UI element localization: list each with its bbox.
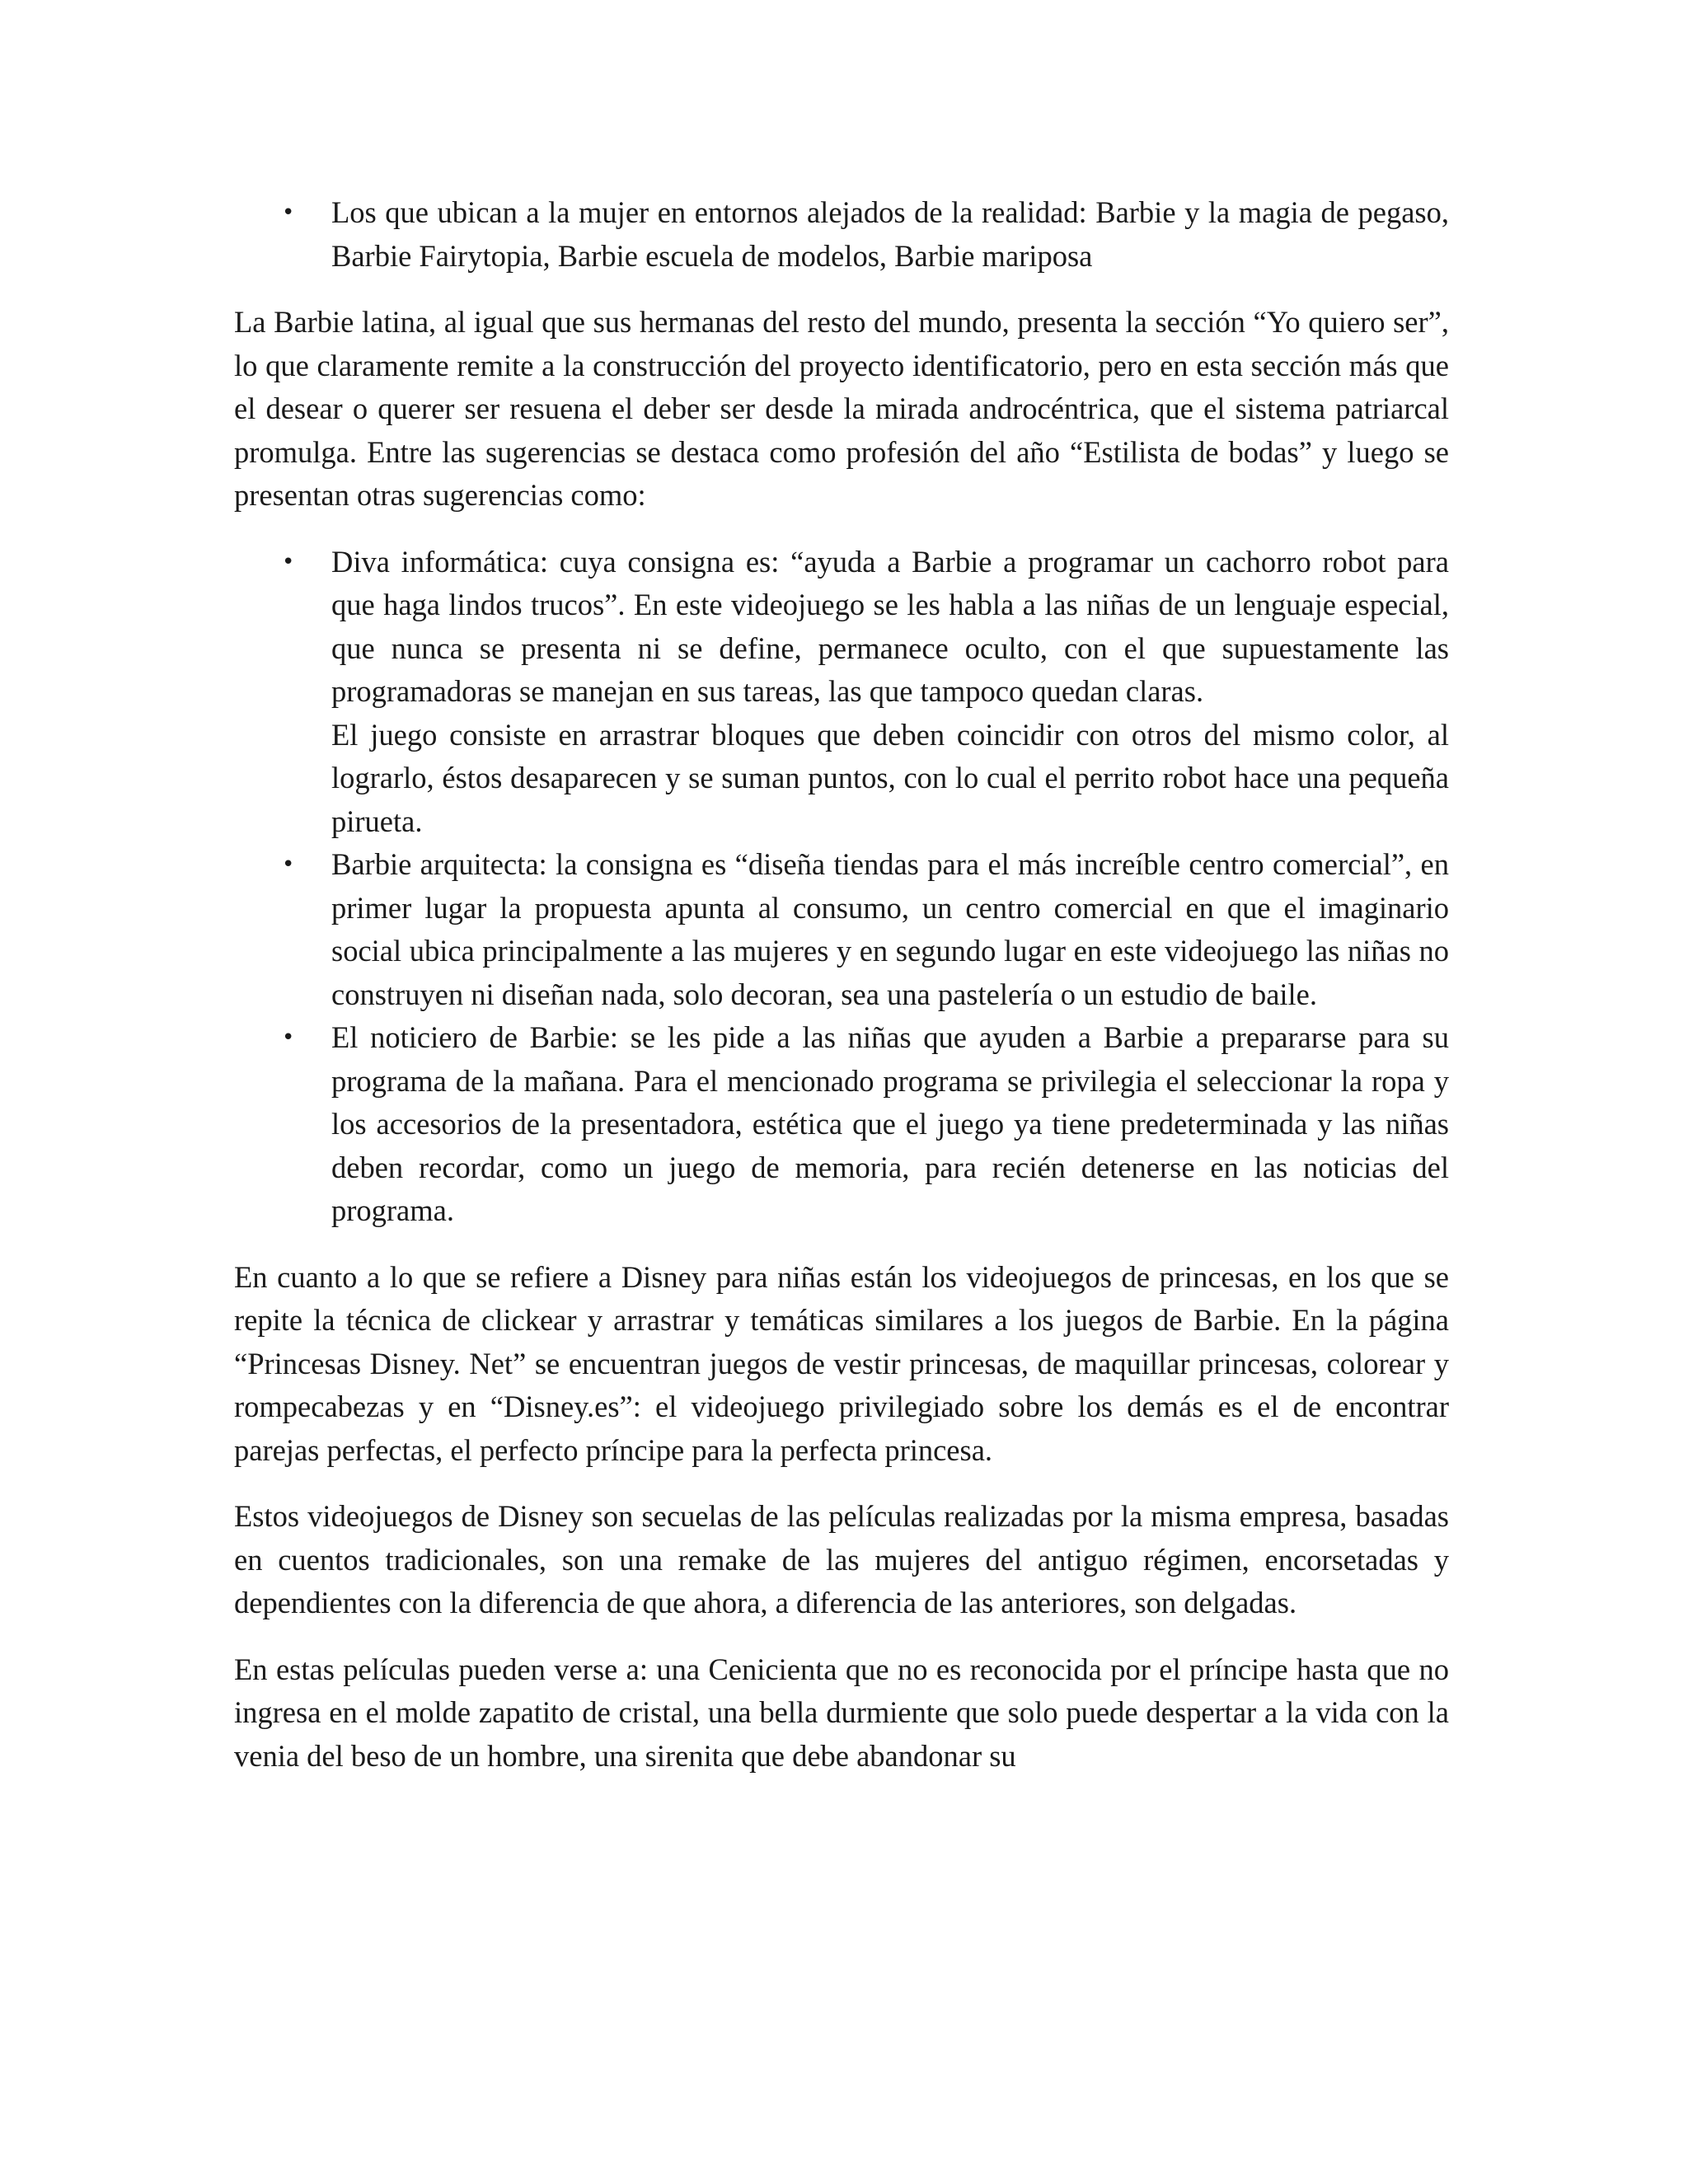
paragraph-disney-games: En cuanto a lo que se refiere a Disney para niñas están los videojuegos de princesas, en los que se repite la técnica de clickear y arrastrar y temáticas similares a los juegos de Barbie. En la página “Princesas Disney. Net” se encuentran juegos de vestir princesas, de maquillar princesas, colorear y rompecabezas y en “Disney.es”: el videojuego privilegiado sobre los demás es el de encontrar parejas perfectas, el perfecto príncipe para la perfecta princesa. — [234, 1259, 1449, 1467]
list-item-text: Barbie arquitecta: la consigna es “diseña tiendas para el más increíble centro comercial”, en primer lugar la propuesta apunta al consumo, un centro comercial en que el imaginario social ubica principalmente a las mujeres y en segundo lugar en este videojuego las niñas no construyen ni diseñan nada, solo decoran, sea una pastelería o un estudio de baile. — [331, 847, 1449, 1011]
bullet-icon: • — [282, 200, 295, 225]
bullet-list-suggestions — [234, 541, 1449, 1233]
list-item-text: El noticiero de Barbie: se les pide a las niñas que ayuden a Barbie a prepararse para su programa de la mañana. Para el mencionado programa se privilegia el seleccionar la ropa y los accesorios de la presentadora, estética que el juego ya tiene predeterminada y las niñas deben recordar, como un juego de memoria, para recién detenerse en las noticias del programa. — [331, 1020, 1449, 1227]
list-item-text: Los que ubican a la mujer en entornos alejados de la realidad: Barbie y la magia de pegaso, Barbie Fairytopia, Barbie escuela de modelos, Barbie mariposa — [331, 195, 1449, 273]
bullet-icon: • — [282, 852, 295, 877]
list-item-continuation: El juego consiste en arrastrar bloques que deben coincidir con otros del mismo color, al lograrlo, éstos desaparecen y se suman puntos, con lo cual el perrito robot hace una pequeña pirueta. — [331, 717, 1449, 838]
document-body — [234, 191, 1449, 1801]
paragraph-disney-sequels: Estos videojuegos de Disney son secuelas de las películas realizadas por la misma empresa, basadas en cuentos tradicionales, son una remake de las mujeres del antiguo régimen, encorsetadas y dependientes con la diferencia de que ahora, a diferencia de las anteriores, son delgadas. — [234, 1499, 1449, 1619]
list-item — [234, 191, 1449, 278]
list-item — [234, 843, 1449, 1016]
bullet-icon: • — [282, 1025, 295, 1050]
paragraph-barbie-latina: La Barbie latina, al igual que sus hermanas del resto del mundo, presenta la sección “Yo quiero ser”, lo que claramente remite a la construcción del proyecto identificatorio, pero en esta sección más que el desear o querer ser resuena el deber ser desde la mirada androcéntrica, que el sistema patriarcal promulga. Entre las sugerencias se destaca como profesión del año “Estilista de bodas” y luego se presentan otras sugerencias como: — [234, 305, 1449, 512]
list-item-text: Diva informática: cuya consigna es: “ayuda a Barbie a programar un cachorro robot para que haga lindos trucos”. En este videojuego se les habla a las niñas de un lenguaje especial, que nunca se presenta ni se define, permanece oculto, con el que supuestamente las programadoras se manejan en sus tareas, las que tampoco quedan claras. — [331, 544, 1449, 708]
list-item — [234, 1016, 1449, 1233]
bullet-icon: • — [282, 549, 295, 574]
list-item — [234, 541, 1449, 844]
bullet-list-settings — [234, 191, 1449, 278]
paragraph-disney-films: En estas películas pueden verse a: una Cenicienta que no es reconocida por el príncipe hasta que no ingresa en el molde zapatito de cristal, una bella durmiente que solo puede despertar a la vida con la venia del beso de un hombre, una sirenita que debe abandonar su — [234, 1652, 1449, 1773]
